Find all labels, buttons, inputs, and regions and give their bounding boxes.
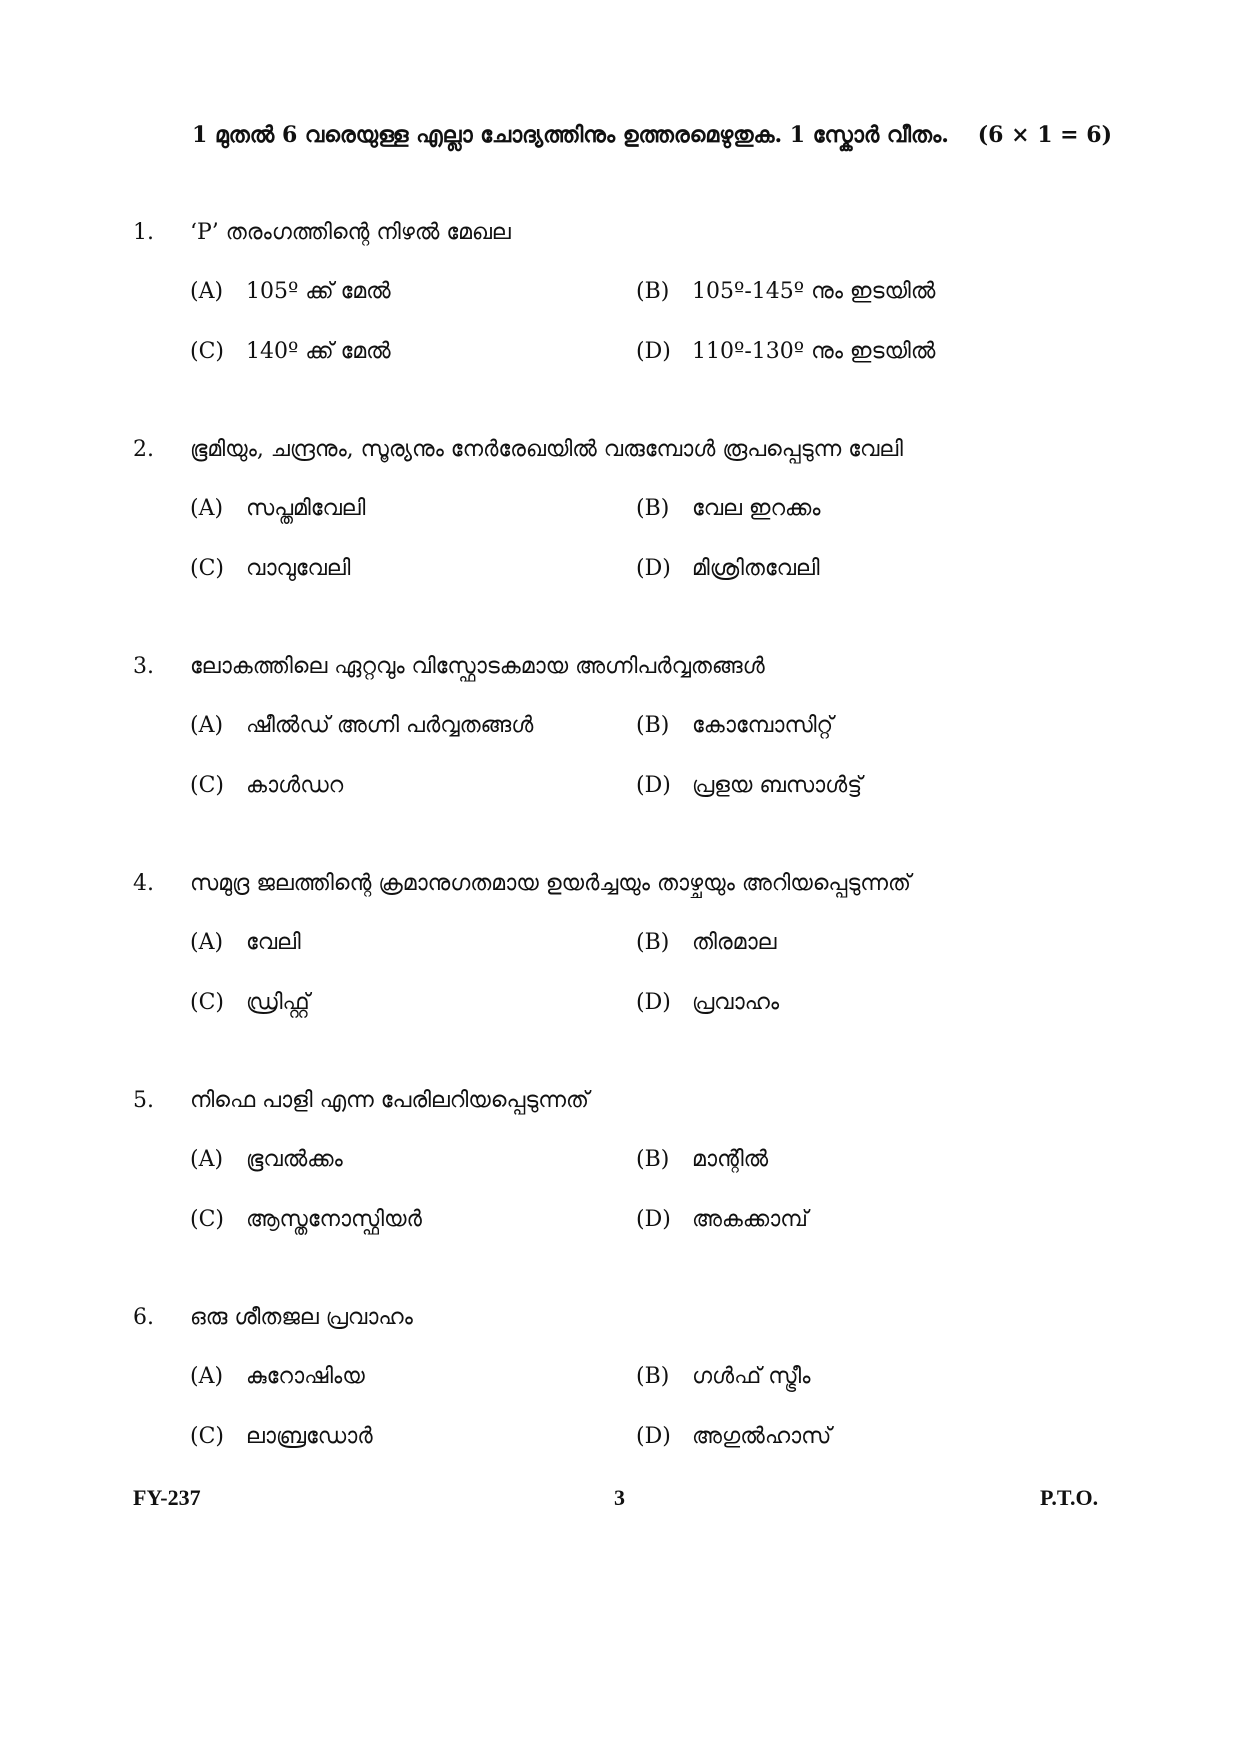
option-text: 105º-145º നും ഇടയിൽ — [692, 279, 936, 304]
option-b — [636, 1364, 810, 1389]
page-number: 3 — [614, 1485, 625, 1510]
question-number: 4. — [133, 871, 154, 896]
option-a — [190, 713, 533, 738]
instruction-text: 1 മുതൽ 6 വരെയുള്ള എല്ലാ ചോദ്യത്തിനും ഉത്തരമെഴുതുക. 1 സ്കോർ വീതം. — [192, 122, 949, 148]
option-letter: (D) — [636, 990, 671, 1015]
option-b — [636, 1147, 768, 1172]
option-text: ലാബ്രഡോർ — [246, 1424, 373, 1449]
option-d — [636, 339, 935, 364]
question-number: 5. — [133, 1088, 154, 1113]
option-text: സപ്തമിവേലി — [246, 496, 366, 521]
option-c — [190, 990, 310, 1015]
paper-code: FY-237 — [133, 1485, 201, 1510]
option-letter: (A) — [190, 496, 224, 521]
option-d — [636, 773, 862, 798]
option-c — [190, 1424, 373, 1449]
option-text: മിശ്രിതവേലി — [692, 556, 820, 581]
option-d — [636, 1424, 831, 1449]
option-text: കാൾഡറ — [246, 773, 344, 798]
option-letter: (B) — [636, 279, 670, 304]
option-c — [190, 339, 391, 364]
option-letter: (C) — [190, 1207, 224, 1232]
option-a — [190, 930, 301, 955]
instruction-line — [192, 122, 1112, 148]
question-number: 2. — [133, 437, 154, 462]
option-text: വാവുവേലി — [246, 556, 351, 581]
option-a — [190, 1147, 343, 1172]
option-d — [636, 1207, 808, 1232]
option-text: അകക്കാമ്പ് — [692, 1207, 808, 1232]
option-text: കുറോഷിംയ — [246, 1364, 365, 1389]
question-text: ഒരു ശീതജല പ്രവാഹം — [190, 1305, 413, 1330]
option-text: ഗൾഫ് സ്ട്രീം — [692, 1364, 811, 1389]
question-text: ഭൂമിയും, ചന്ദ്രനും, സൂര്യനും നേർരേഖയിൽ വരുമ്പോൾ രൂപപ്പെടുന്ന വേലി — [190, 437, 903, 462]
option-text: ഷീൽഡ് അഗ്നി പർവ്വതങ്ങൾ — [246, 713, 534, 738]
pto-label: P.T.O. — [1040, 1485, 1099, 1510]
option-letter: (A) — [190, 930, 224, 955]
option-letter: (A) — [190, 1147, 224, 1172]
option-c — [190, 773, 343, 798]
question-text: ‘P’ തരംഗത്തിന്റെ നിഴൽ മേഖല — [190, 220, 511, 245]
question-number: 6. — [133, 1305, 154, 1330]
option-text: പ്രവാഹം — [692, 990, 780, 1015]
option-letter: (B) — [636, 930, 670, 955]
question-text: സമുദ്ര ജലത്തിന്റെ ക്രമാനുഗതമായ ഉയർച്ചയും താഴ്ചയും അറിയപ്പെടുന്നത് — [190, 871, 911, 896]
option-text: പ്രളയ ബസാൾട്ട് — [692, 773, 863, 798]
option-letter: (C) — [190, 556, 224, 581]
option-letter: (B) — [636, 1364, 670, 1389]
question-text: നിഫെ പാളി എന്ന പേരിലറിയപ്പെടുന്നത് — [190, 1088, 589, 1113]
option-a — [190, 496, 365, 521]
option-letter: (A) — [190, 279, 224, 304]
option-text: അഗുൽഹാസ് — [692, 1424, 832, 1449]
option-a — [190, 1364, 365, 1389]
option-letter: (B) — [636, 713, 670, 738]
option-c — [190, 1207, 422, 1232]
option-letter: (D) — [636, 1424, 671, 1449]
option-a — [190, 279, 391, 304]
option-d — [636, 556, 820, 581]
question-number: 3. — [133, 654, 154, 679]
option-letter: (D) — [636, 556, 671, 581]
option-letter: (B) — [636, 1147, 670, 1172]
option-text: കോമ്പോസിറ്റ് — [692, 713, 834, 738]
option-b — [636, 496, 821, 521]
option-text: 140º ക്ക് മേൽ — [246, 339, 391, 364]
option-letter: (A) — [190, 1364, 224, 1389]
option-letter: (A) — [190, 713, 224, 738]
question-number: 1. — [133, 220, 154, 245]
option-c — [190, 556, 350, 581]
option-b — [636, 713, 833, 738]
option-text: തിരമാല — [692, 930, 777, 955]
option-letter: (D) — [636, 339, 671, 364]
option-text: ഡ്രിഫ്റ്റ് — [246, 990, 310, 1015]
option-letter: (C) — [190, 773, 224, 798]
option-text: വേല ഇറക്കം — [692, 496, 821, 521]
option-text: വേലി — [246, 930, 301, 955]
option-text: മാന്റിൽ — [692, 1147, 769, 1172]
option-text: 110º-130º നും ഇടയിൽ — [692, 339, 936, 364]
option-b — [636, 279, 935, 304]
option-letter: (D) — [636, 1207, 671, 1232]
option-letter: (B) — [636, 496, 670, 521]
option-text: ആസ്തനോസ്ഫിയർ — [246, 1207, 422, 1232]
option-letter: (D) — [636, 773, 671, 798]
question-text: ലോകത്തിലെ ഏറ്റവും വിസ്ഫോടകമായ അഗ്നിപർവ്വതങ്ങൾ — [190, 654, 765, 679]
option-letter: (C) — [190, 1424, 224, 1449]
option-d — [636, 990, 779, 1015]
option-b — [636, 930, 776, 955]
option-text: ഭൂവൽക്കം — [246, 1147, 343, 1172]
option-letter: (C) — [190, 339, 224, 364]
option-text: 105º ക്ക് മേൽ — [246, 279, 391, 304]
option-letter: (C) — [190, 990, 224, 1015]
marks-allocation: (6 × 1 = 6) — [977, 122, 1112, 148]
